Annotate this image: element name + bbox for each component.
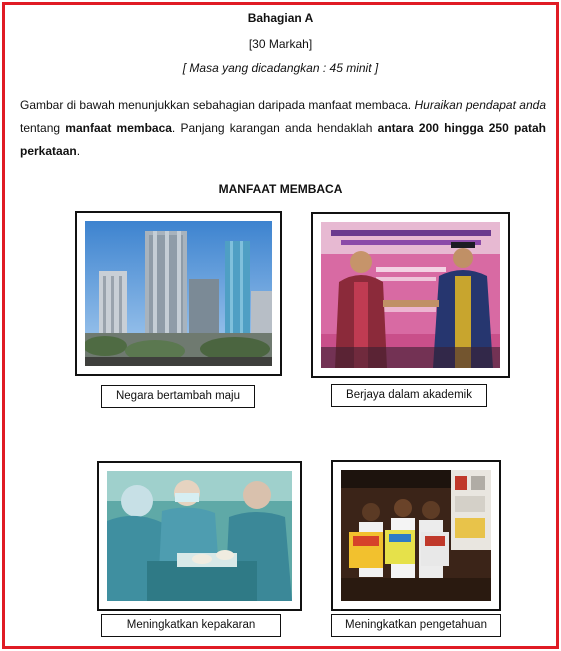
instr-text-3: . Panjang karangan anda hendaklah	[171, 121, 373, 135]
photo-frame-graduation	[311, 212, 510, 378]
suggested-time: [ Masa yang dicadangkan : 45 minit ]	[182, 61, 379, 75]
city-skyscrapers-image	[85, 221, 272, 366]
instr-bold-topic: manfaat membaca	[65, 121, 172, 135]
caption-city: Negara bertambah maju	[101, 385, 255, 408]
caption-surgeons: Meningkatkan kepakaran	[101, 614, 281, 637]
instr-text-4: .	[76, 144, 81, 158]
graduation-ceremony-image	[321, 222, 500, 368]
instr-bold-length: antara 200 hingga 250 patah perkataan	[20, 121, 546, 158]
surgeons-operating-image	[107, 471, 292, 601]
section-heading: Bahagian A	[247, 11, 314, 25]
instr-text-1: Gambar di bawah menunjukkan sebahagian daripada manfaat membaca.	[20, 98, 412, 112]
caption-graduation: Berjaya dalam akademik	[331, 384, 487, 407]
photo-frame-students	[331, 460, 501, 611]
photo-frame-city	[75, 211, 282, 376]
photo-frame-surgeons	[97, 461, 302, 611]
marks-label: [30 Markah]	[248, 37, 313, 51]
instr-text-2: tentang	[20, 121, 61, 135]
caption-students: Meningkatkan pengetahuan	[331, 614, 501, 637]
students-reading-magazines-image	[341, 470, 491, 601]
instructions-paragraph	[20, 94, 546, 163]
instr-italic: Huraikan pendapat anda	[414, 98, 546, 112]
topic-title: MANFAAT MEMBACA	[218, 182, 343, 196]
